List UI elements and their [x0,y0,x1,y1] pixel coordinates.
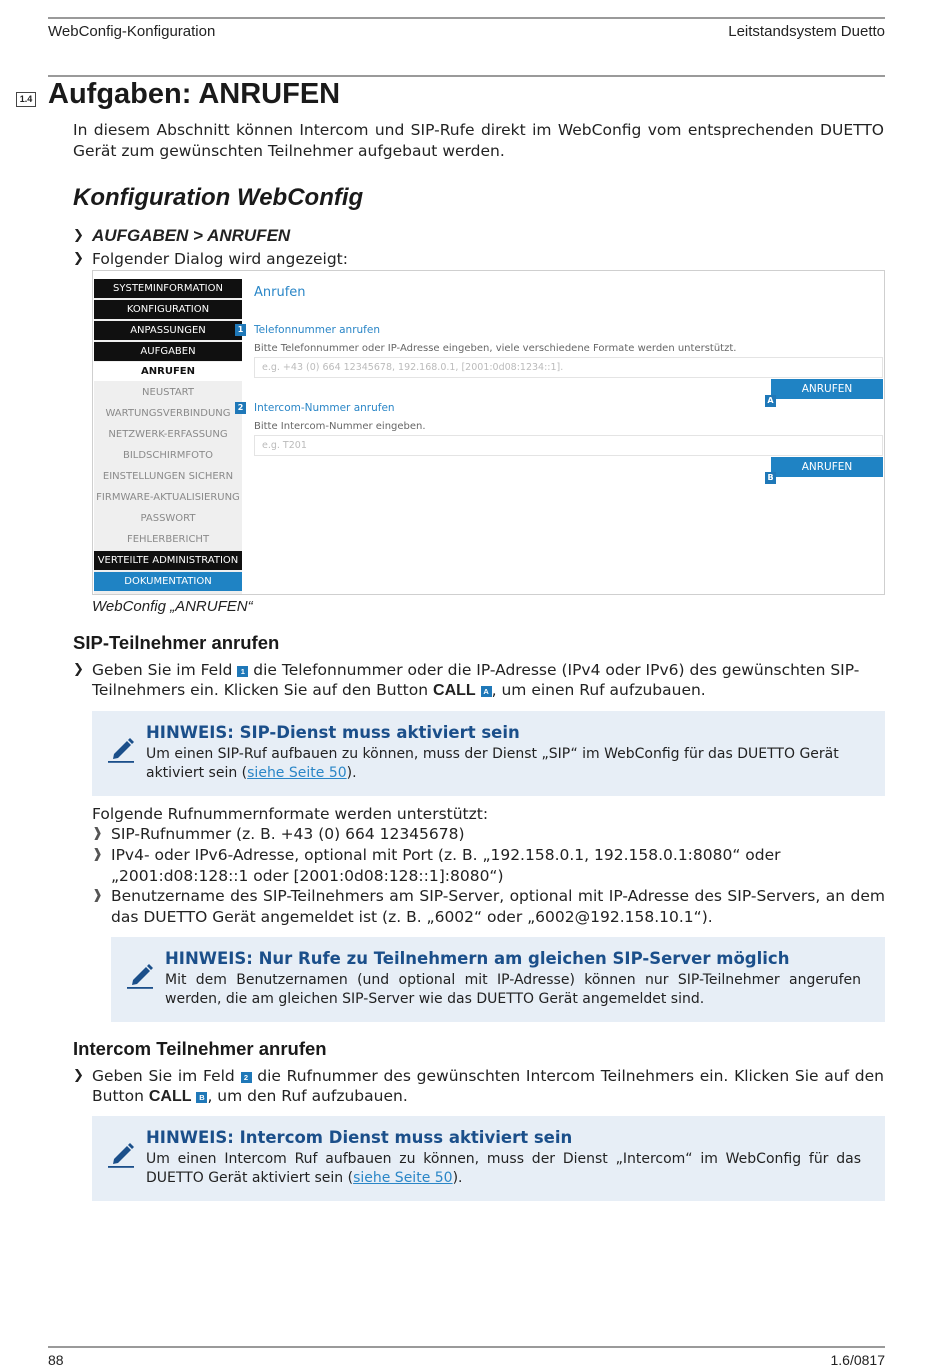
intercom-step: ❯ Geben Sie im Feld 2 die Rufnummer des gewünschten Intercom Teilnehmers ein. Klicken Sie auf den Button CALL B , um den Ruf aufzubauen. [73,1067,884,1105]
call-phone-button[interactable]: ANRUFEN [771,379,883,399]
menu-item-einstellungen-sichern[interactable]: EINSTELLUNGEN SICHERN [102,471,234,482]
format-item: ❱ IPv4- oder IPv6-Adresse, optional mit Port (z. B. „192.158.0.1, 192.158.0.1:8080“ oder „2001:d08:128::1 oder [2001:0d08:128::1]:8080“) [92,846,781,885]
header-right: Leitstandsystem Duetto [728,23,885,40]
call-label: CALL [148,1088,192,1105]
pencil-icon [125,959,157,991]
pencil-icon [106,733,138,765]
menu-item-fehlerbericht[interactable]: FEHLERBERICHT [126,534,210,545]
header-left: WebConfig-Konfiguration [48,23,216,40]
menu-item-firmware-aktualisierung[interactable]: FIRMWARE-AKTUALISIERUNG [96,492,240,503]
note-sip-service [92,711,885,796]
intercom-field-label: Intercom-Nummer anrufen [254,402,395,414]
menu-item-passwort[interactable]: PASSWORT [140,513,196,524]
section-rule [48,75,885,77]
formats-intro: Folgende Rufnummernformate werden unterstützt: [92,805,489,823]
menu-item-systeminformation[interactable]: SYSTEMINFORMATION [94,279,242,298]
note-body: Um einen Intercom Ruf aufbauen zu können, muss der Dienst „Intercom“ im WebConfig für das DUETTO Gerät aktiviert sein (siehe Seite 50). [146,1151,861,1186]
marker-a-inline: A [481,686,492,697]
call-label: CALL [433,682,476,699]
dialog-title: Anrufen [254,285,306,300]
section-number: 1.4 [16,92,36,107]
format-item: ❱ Benutzername des SIP-Teilnehmers am SIP-Server, optional mit IP-Adresse des SIP-Servers, an dem das DUETTO Gerät angemeldet ist (z. B. „6002“ oder „6002@192.158.10.1“). [92,887,885,926]
note-body: Mit dem Benutzernamen (und optional mit IP-Adresse) können nur SIP-Teilnehmer angerufen werden, die am gleichen SIP-Server wie das DUETTO Gerät angemeldet sind. [165,972,861,1007]
menu-item-verteilte-administration[interactable]: VERTEILTE ADMINISTRATION [94,551,242,570]
marker-2-inline: 2 [241,1072,252,1083]
menu-item-anpassungen[interactable]: ANPASSUNGEN [94,321,242,340]
intercom-heading: Intercom Teilnehmer anrufen [73,1038,327,1059]
note-title: HINWEIS: Intercom Dienst muss aktiviert sein [146,1128,573,1147]
phone-field-label: Telefonnummer anrufen [254,324,380,336]
pencil-icon [106,1138,138,1170]
page-number: 88 [48,1352,64,1368]
format-item: ❱ SIP-Rufnummer (z. B. +43 (0) 664 12345678) [92,825,465,843]
figure-caption: WebConfig „ANRUFEN“ [92,598,253,615]
menu-item-aufgaben[interactable]: AUFGABEN [94,342,242,361]
menu-item-dokumentation[interactable]: DOKUMENTATION [94,572,242,591]
note-title: HINWEIS: SIP-Dienst muss aktiviert sein [146,723,520,742]
call-intercom-button[interactable]: ANRUFEN [771,457,883,477]
menu-item-netzwerk-erfassung[interactable]: NETZWERK-ERFASSUNG [108,429,228,440]
phone-number-input[interactable]: e.g. +43 (0) 664 12345678, 192.168.0.1, [2001:0d08:1234::1]. [254,357,883,378]
menu-item-neustart[interactable]: NEUSTART [142,387,194,398]
sidebar-menu [94,279,242,594]
footer-rule [48,1346,885,1348]
hollow-chevron-right-icon: ❱ [92,847,103,862]
intro-paragraph: In diesem Abschnitt können Intercom und SIP-Rufe direkt im WebConfig vom entsprechenden DUETTO Gerät zum gewünschten Teilnehmer aufgebaut werden. [73,121,884,160]
note-body: Um einen SIP-Ruf aufbauen zu können, muss der Dienst „SIP“ im WebConfig für das DUETTO Gerät aktiviert sein (siehe Seite 50). [146,746,839,781]
doc-version: 1.6/0817 [830,1352,885,1368]
chevron-right-icon: ❯ [73,228,84,243]
page-title: Aufgaben: ANRUFEN [48,78,341,110]
step-menu-path: ❯ AUFGABEN > ANRUFEN [73,226,291,245]
callout-marker-b: B [765,472,776,484]
note-intercom-service [92,1116,885,1201]
phone-field-hint: Bitte Telefonnummer oder IP-Adresse eingeben, viele verschiedene Formate werden unterstützt. [254,343,737,354]
note-title: HINWEIS: Nur Rufe zu Teilnehmern am gleichen SIP-Server möglich [165,949,790,968]
menu-item-bildschirmfoto[interactable]: BILDSCHIRMFOTO [122,450,214,461]
marker-1-inline: 1 [237,666,248,677]
chevron-right-icon: ❯ [73,251,84,266]
callout-marker-1: 1 [235,324,246,336]
header-rule [48,17,885,19]
step-dialog-shown: ❯ Folgender Dialog wird angezeigt: [73,250,348,268]
menu-item-anrufen[interactable]: ANRUFEN [94,362,242,381]
callout-marker-a: A [765,395,776,407]
page-link[interactable]: siehe Seite 50 [247,764,347,781]
menu-item-wartungsverbindung[interactable]: WARTUNGSVERBINDUNG [105,408,231,419]
note-same-server [111,937,885,1022]
page-link[interactable]: siehe Seite 50 [353,1169,453,1186]
hollow-chevron-right-icon: ❱ [92,888,103,903]
hollow-chevron-right-icon: ❱ [92,826,103,841]
menu-item-konfiguration[interactable]: KONFIGURATION [94,300,242,319]
sip-heading: SIP-Teilnehmer anrufen [73,632,280,653]
chevron-right-icon: ❯ [73,662,84,677]
sip-step: ❯ Geben Sie im Feld 1 die Telefonnummer oder die IP-Adresse (IPv4 oder IPv6) des gewünschten SIP-Teilnehmers ein. Klicken Sie auf den Button CALL A , um einen Ruf aufzubauen. [73,661,860,699]
callout-marker-2: 2 [235,402,246,414]
webconfig-screenshot [92,270,885,595]
marker-b-inline: B [196,1092,207,1103]
config-heading: Konfiguration WebConfig [73,184,364,211]
intercom-number-input[interactable]: e.g. T201 [254,435,883,456]
chevron-right-icon: ❯ [73,1068,84,1083]
intercom-field-hint: Bitte Intercom-Nummer eingeben. [254,421,426,432]
